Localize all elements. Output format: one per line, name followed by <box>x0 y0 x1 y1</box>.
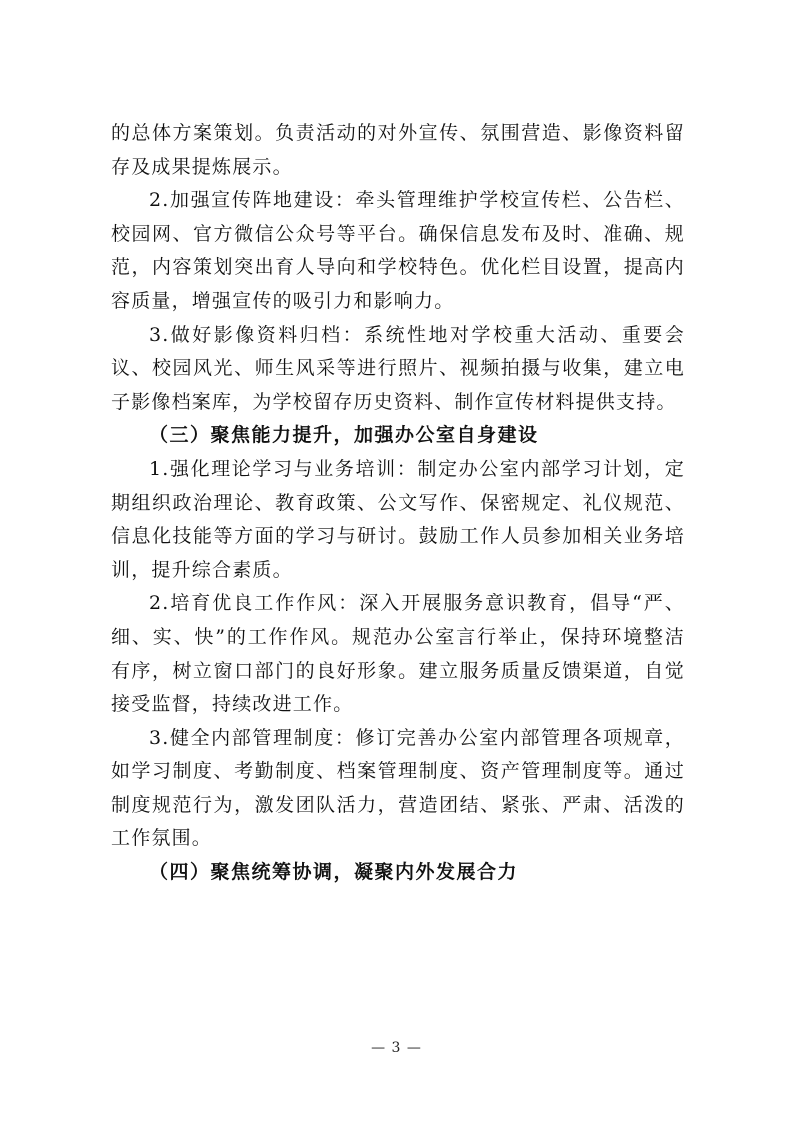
paragraph-work-style: 2.培育优良工作作风：深入开展服务意识教育，倡导“严、细、实、快”的工作作风。规范办公室言行举止，保持环境整洁有序，树立窗口部门的良好形象。建立服务质量反馈渠道，自觉接受监督，持续改进工作。 <box>111 592 685 716</box>
paragraph-management-rules: 3.健全内部管理制度：修订完善办公室内部管理各项规章，如学习制度、考勤制度、档案管理制度、资产管理制度等。通过制度规范行为，激发团队活力，营造团结、紧张、严肃、活泼的工作氛围。 <box>111 726 685 850</box>
section-heading-4: （四）聚焦统筹协调，凝聚内外发展合力 <box>149 861 519 884</box>
paragraph-continuation: 的总体方案策划。负责活动的对外宣传、氛围营造、影像资料留存及成果提炼展示。 <box>111 122 685 178</box>
paragraph-image-archiving: 3.做好影像资料归档：系统性地对学校重大活动、重要会议、校园风光、师生风采等进行照片、视频拍摄与收集，建立电子影像档案库，为学校留存历史资料、制作宣传材料提供支持。 <box>111 323 685 413</box>
page-number: — 3 — <box>371 1040 422 1056</box>
paragraph-theory-training: 1.强化理论学习与业务培训：制定办公室内部学习计划，定期组织政治理论、教育政策、公文写作、保密规定、礼仪规范、信息化技能等方面的学习与研讨。鼓励工作人员参加相关业务培训，提升综合素质。 <box>111 457 685 581</box>
document-body <box>111 117 685 890</box>
paragraph-publicity-platforms: 2.加强宣传阵地建设：牵头管理维护学校宣传栏、公告栏、校园网、官方微信公众号等平台。确保信息发布及时、准确、规范，内容策划突出育人导向和学校特色。优化栏目设置，提高内容质量，增强宣传的吸引力和影响力。 <box>111 189 685 312</box>
section-heading-3: （三）聚焦能力提升，加强办公室自身建设 <box>149 424 539 447</box>
